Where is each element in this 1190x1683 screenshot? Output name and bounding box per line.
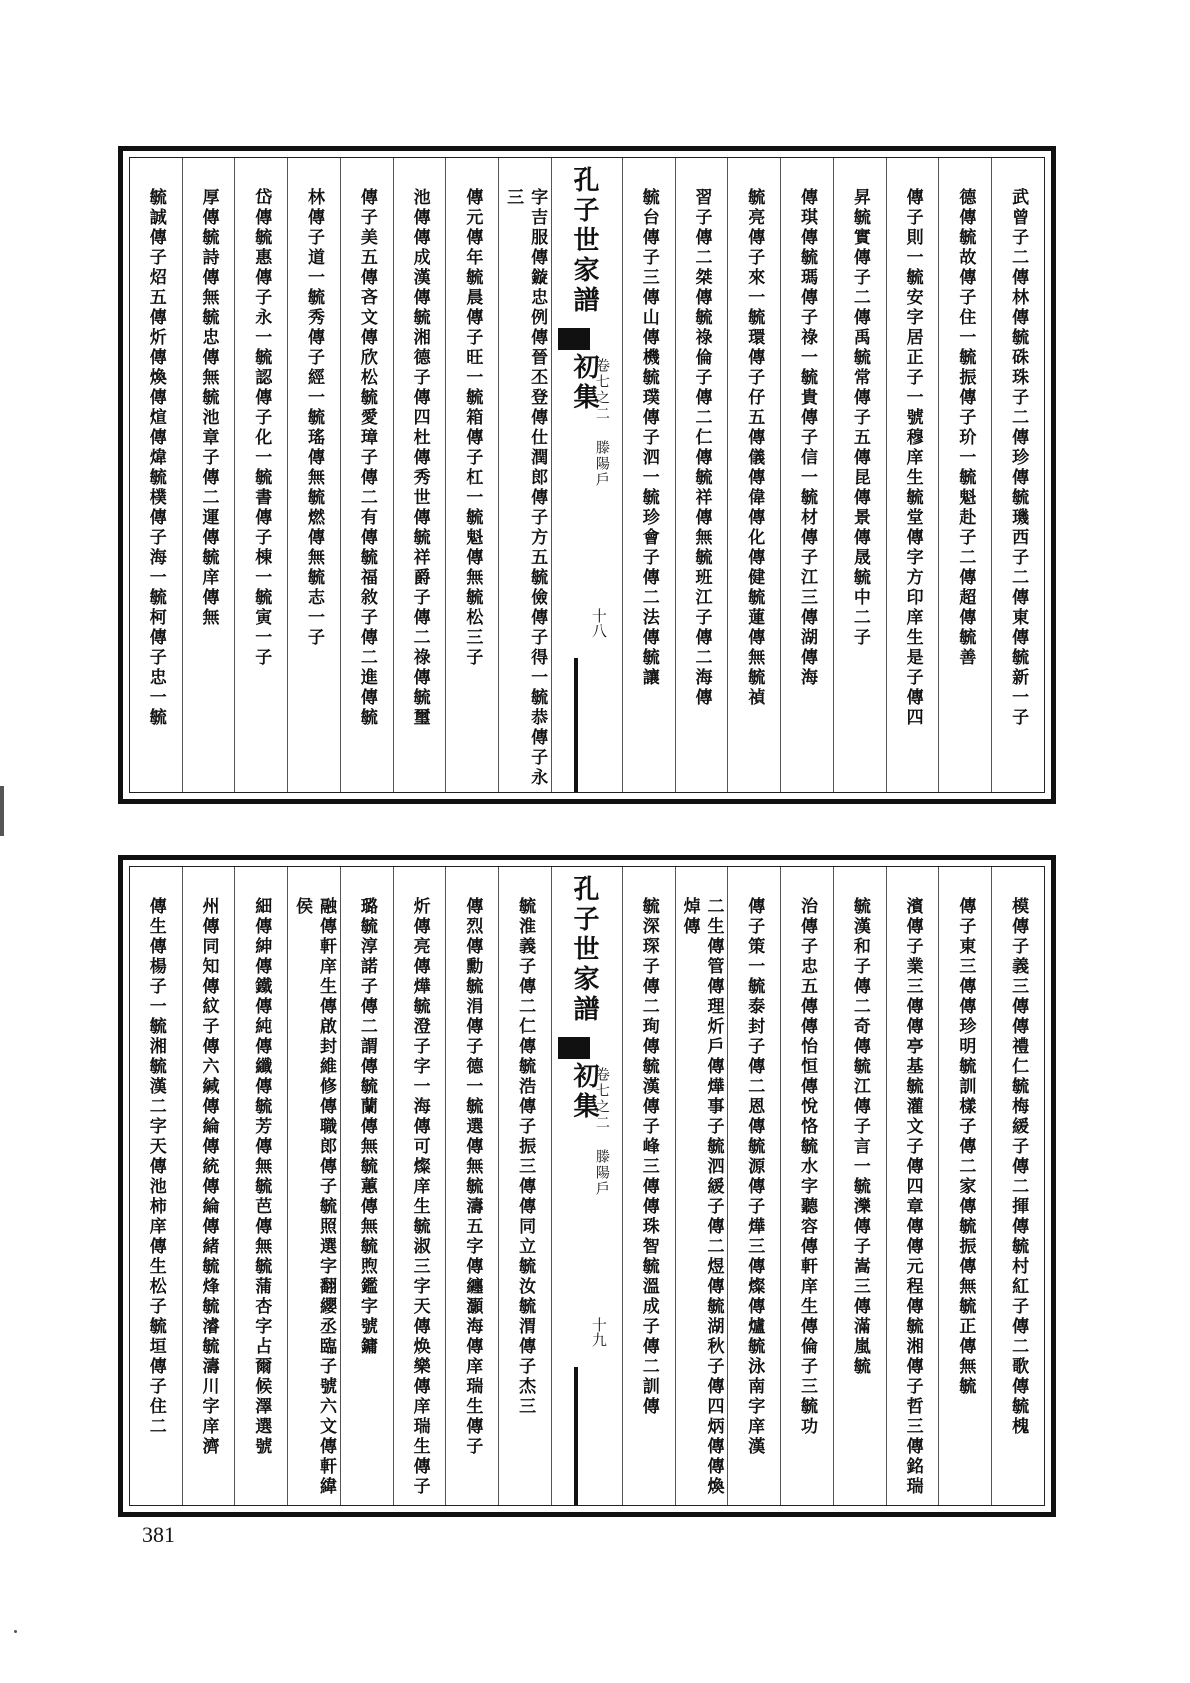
text-column [675,867,728,1505]
text-column [622,867,675,1505]
text-column [498,158,551,792]
text-column [833,867,886,1505]
text-column [938,158,991,792]
column-text: 習子傳二桀傳毓祿倫子傳二仁傳毓祥傳無毓班江子傳二海傳 [691,188,712,708]
text-column [130,158,182,792]
collection-label: 初集 [569,1062,599,1122]
column-text: 毓深琛子傳二珣傳毓漢傳子峰三傳傳珠智毓溫成子傳二訓傳 [638,897,659,1417]
fishtail-mark [558,1037,590,1059]
volume-label: 卷七之二 滕陽戶 [593,358,610,488]
genealogy-page-bottom [118,855,1056,1517]
fishtail-mark [558,328,590,350]
text-column [445,158,498,792]
center-rule [574,658,578,792]
text-column [833,158,886,792]
column-text: 毓台傳子三傳山傳機毓璞傳子泗一毓珍會子傳二法傳毓讓 [638,188,659,688]
column-text: 毓淮義子傳二仁傳毓浩傳子振三傳傳同立毓汝毓渭傳子杰三 [515,897,536,1417]
volume-label: 卷七之二 滕陽戶 [593,1067,610,1197]
column-text: 二生傳管傳理炘戶傳燁事子毓泗緩子傳二煜傳毓湖秋子傳四炳傳傳煥焯傳 [679,897,724,1497]
column-text: 炘傳亮傳燁毓澄子字一海傳可燦庠生毓淑三字天傳焕樂傳庠瑞生傳子 [409,897,430,1497]
text-column [780,867,833,1505]
column-text: 厚傳毓詩傳無毓忠傳無毓池章子傳二運傳毓庠傳無 [198,188,219,628]
text-column [340,867,393,1505]
folio-number: 十九 [589,1317,608,1347]
text-column [727,158,780,792]
text-column [445,867,498,1505]
column-text: 傳烈傳勳毓涓傳子德一毓選傳無毓濤五字傳纏灝海傳庠瑞生傳子 [462,897,483,1457]
column-text: 傳子策一毓泰封子傳二恩傳毓源傳子燁三傳燦傳爐毓泳南字庠漢 [744,897,765,1457]
column-text: 林傳子道一毓秀傳子經一毓瑤傳無毓燃傳無毓志一子 [304,188,325,648]
text-column [234,158,287,792]
margin-scan-line [0,786,4,836]
column-text: 岱傳毓惠傳子永一毓認傳子化一毓書傳子棟一毓寅一子 [251,188,272,668]
column-text: 傳生傳楊子一毓湘毓漢二字天傳池柿庠傳生松子毓垣傳子住二 [145,897,166,1437]
collection-label: 初集 [569,353,599,413]
column-text: 德傳毓故傳子住一毓振傳子玠一毓魁赴子二傳超傳毓善 [955,188,976,668]
column-text: 濱傳子業三傳傳亭基毓灌文子傳四章傳傳元程傳毓湘傳子哲三傳銘瑞 [902,897,923,1497]
center-header-column [551,158,622,792]
center-header-column [551,867,622,1505]
text-column [340,158,393,792]
column-text: 治傳子忠五傳傳怡恒傳悅恪毓水字聽容傳軒庠生傳倫子三毓功 [797,897,818,1437]
column-text: 州傳同知傳紋子傳六緘傳綸傳統傳綸傳緒毓烽毓濬毓濤川字庠濟 [198,897,219,1457]
column-text: 傳子則一毓安字居正子一號穆庠生毓堂傳字方印庠生是子傳四 [902,188,923,728]
column-text: 傳子東三傳傳珍明毓訓樣子傳二家傳毓振傳無毓正傳無毓 [955,897,976,1397]
text-column [498,867,551,1505]
text-column [675,158,728,792]
book-title: 孔子世家譜 [569,875,599,1025]
column-text: 毓漢和子傳二奇傳毓江傳子言一毓濼傳子嵩三傳滿嵐毓 [849,897,870,1377]
column-text: 毓誠傳子炤五傳炘傳煥傳煊傳煒毓樸傳子海一毓柯傳子忠一毓 [145,188,166,728]
column-text: 字吉服傳鏇忠例傳晉丕登傳仕潤郎傳子方五毓儉傳子得一毓恭傳子永三 [503,188,548,788]
column-text: 昇毓實傳子二傳禹毓常傳子五傳昆傳景傳晟毓中二子 [849,188,870,648]
column-text: 傳琪傳毓瑪傳子祿一毓貴傳子信一毓材傳子江三傳湖傳海 [797,188,818,688]
text-column [287,158,340,792]
text-column [727,867,780,1505]
column-text: 璐毓淳諾子傳二謂傳毓蘭傳無毓蕙傳無毓煦鑑字號鏞 [356,897,377,1357]
column-text: 融傳軒庠生傳啟封維修傳職郎傳子毓照選字翻纓丞臨子號六文傳軒緯侯 [292,897,337,1497]
text-column [780,158,833,792]
text-column [393,158,446,792]
text-column [130,867,182,1505]
text-column [287,867,340,1505]
text-column [182,867,235,1505]
text-column [886,158,939,792]
column-text: 傳子美五傳吝文傳欣松毓愛璋子傳二有傳毓福敘子傳二進傳毓 [356,188,377,728]
column-grid [129,866,1045,1506]
text-column [182,158,235,792]
column-text: 池傳傳成漢傳毓湘德子傳四杜傳秀世傳毓祥爵子傳二祿傳毓璽 [409,188,430,728]
folio-number: 十八 [589,608,608,638]
text-column [886,867,939,1505]
column-grid [129,157,1045,793]
column-text: 細傳紳傳鐵傳純傳纖傳毓芳傳無毓芭傳無毓蒲杏字占爾候澤選號 [251,897,272,1457]
column-text: 模傳子義三傳傳禮仁毓梅緩子傳二揮傳毓村紅子傳二歌傳毓槐 [1008,897,1029,1437]
column-text: 傳元傳年毓晨傳子旺一毓箱傳子杠一毓魁傳無毓松三子 [462,188,483,668]
text-column [622,158,675,792]
text-column [938,867,991,1505]
text-column [393,867,446,1505]
center-rule [574,1367,578,1505]
text-column [991,158,1044,792]
genealogy-page-top [118,146,1056,804]
text-column [991,867,1044,1505]
book-title: 孔子世家譜 [569,166,599,316]
page-number: 381 [142,1522,175,1547]
margin-scan-dot [14,1630,17,1633]
column-text: 武曾子二傳林傳毓硃珠子二傳珍傳毓璣西子二傳東傳毓新一子 [1008,188,1029,728]
text-column [234,867,287,1505]
column-text: 毓亮傳子來一毓環傳子仔五傳儀傳偉傳化傳健毓蓮傳無毓禎 [744,188,765,708]
